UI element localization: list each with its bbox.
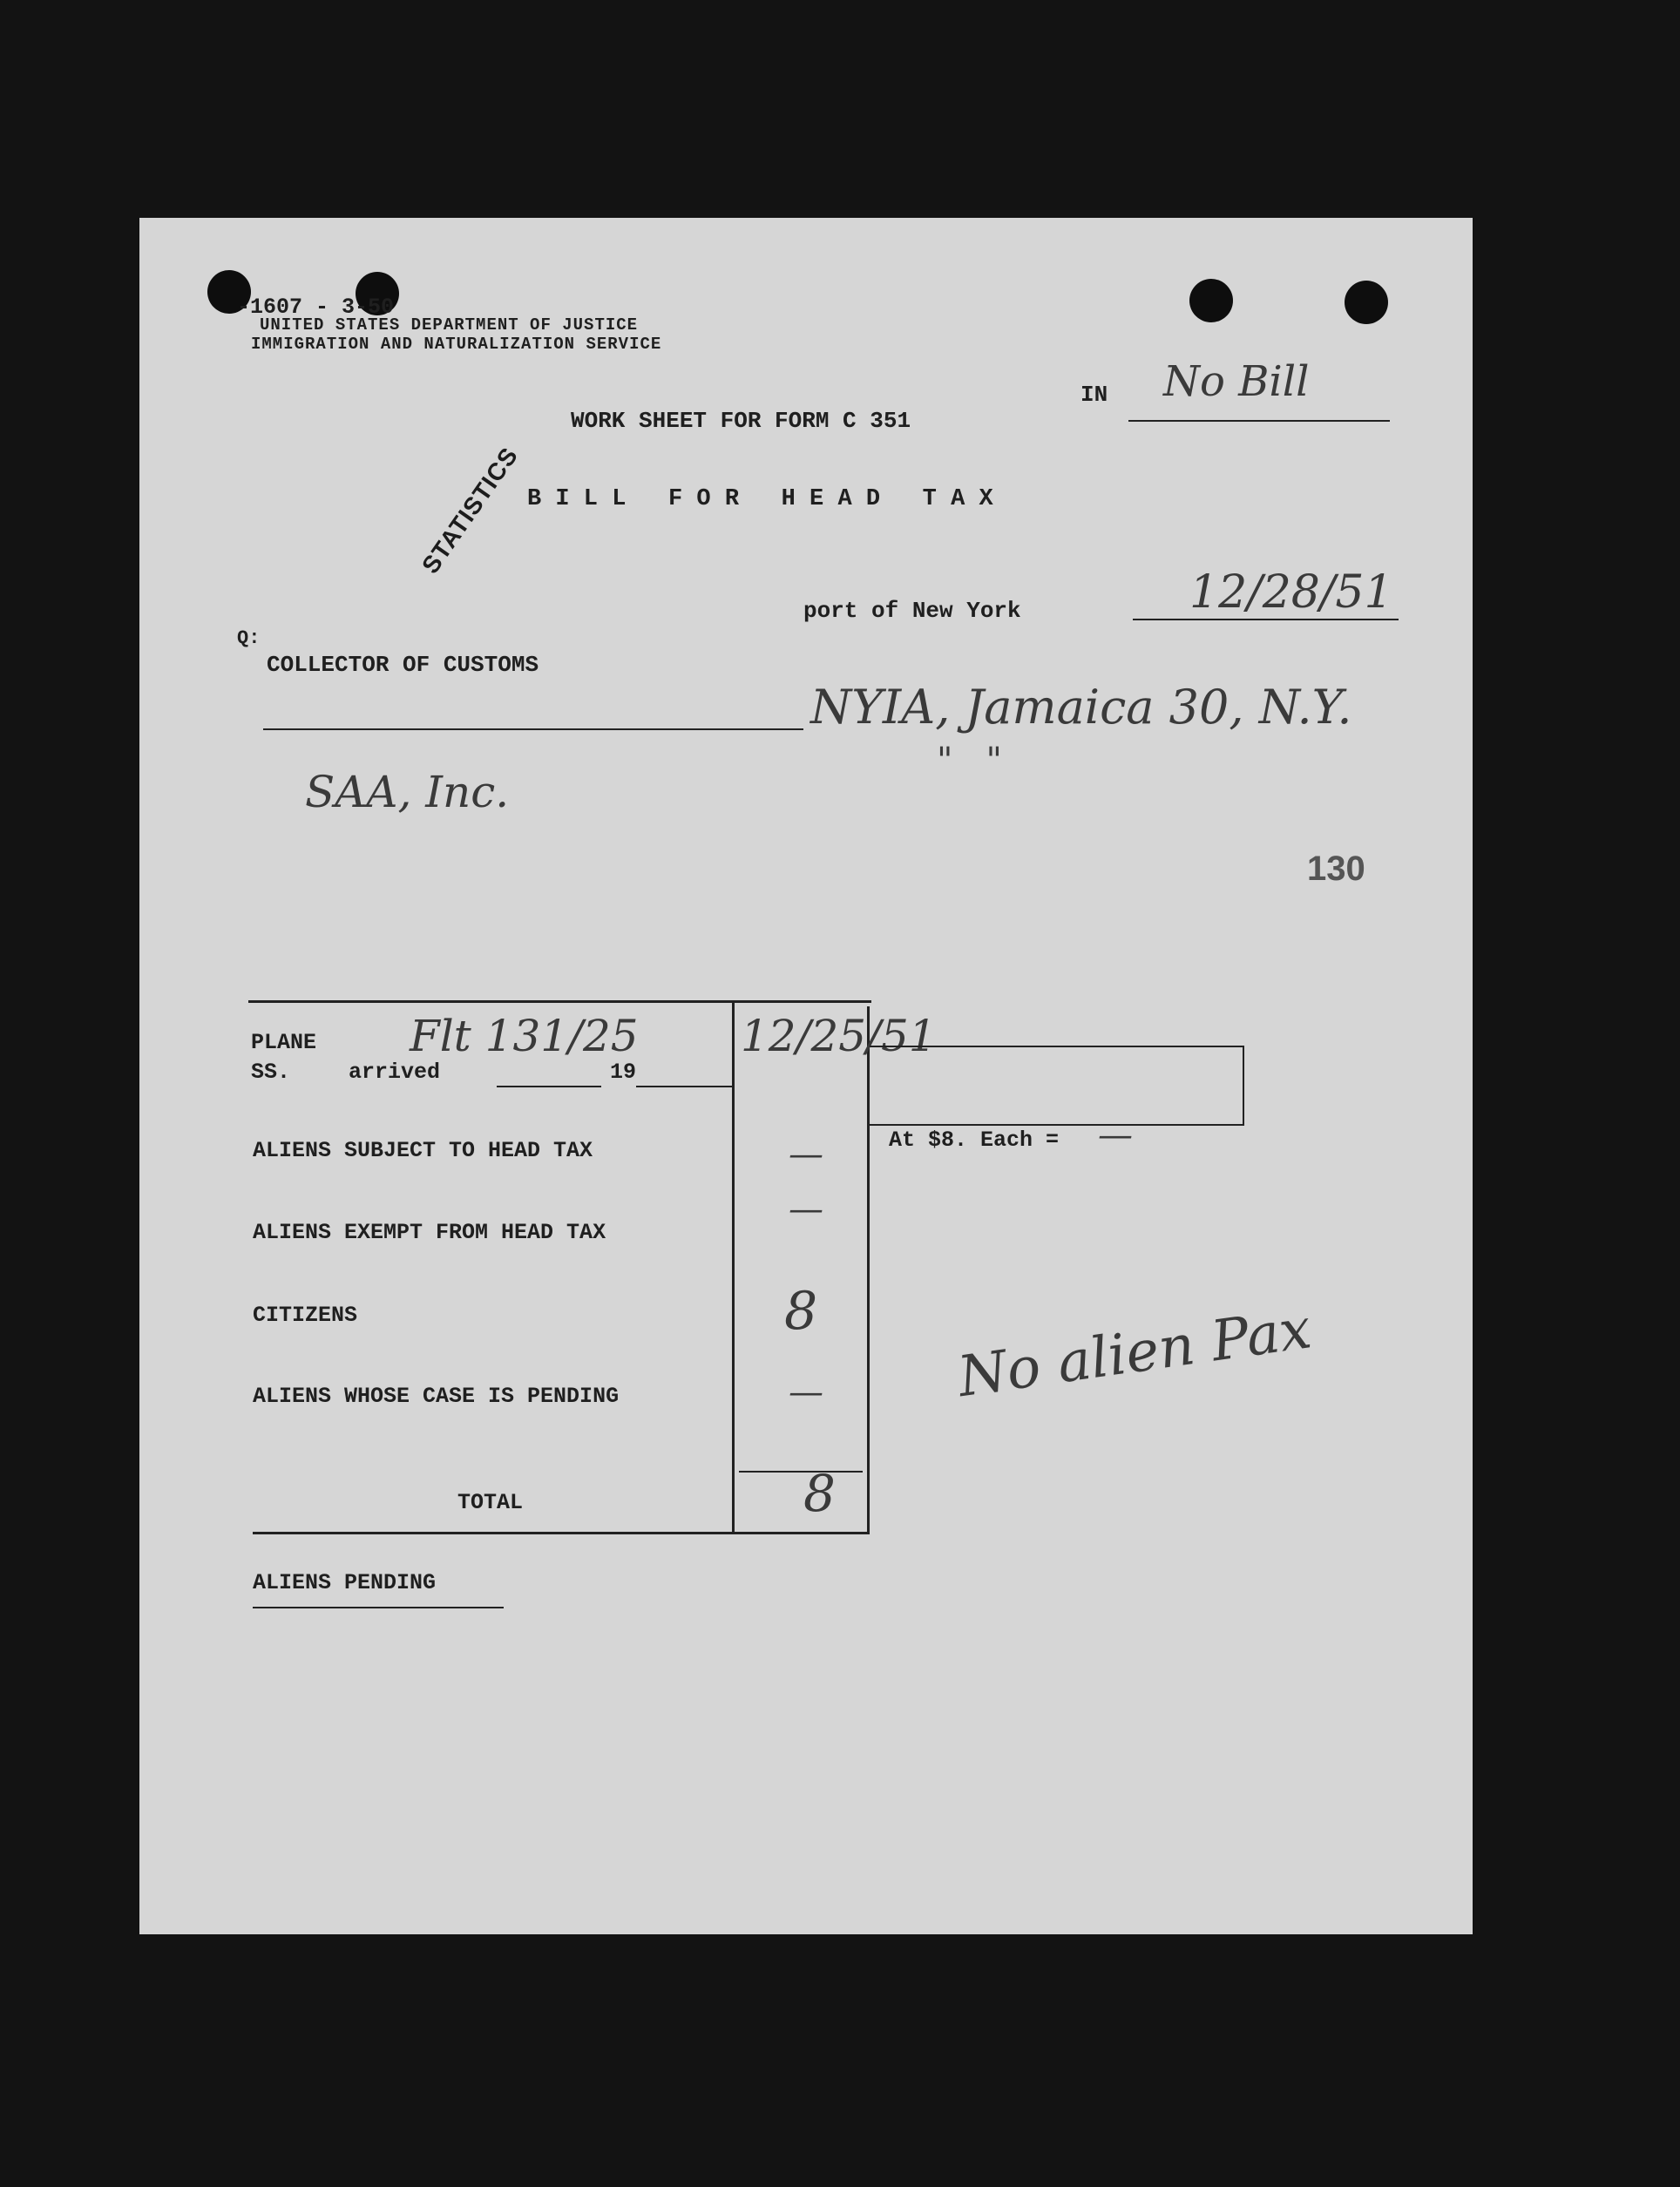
aliens-pending-underline — [253, 1607, 504, 1608]
form-title: WORK SHEET FOR FORM C 351 — [571, 408, 911, 434]
file-number: -1607 - 3-50 — [237, 295, 395, 320]
row-label-citizens: CITIZENS — [253, 1303, 358, 1328]
row-label-pending: ALIENS WHOSE CASE IS PENDING — [253, 1384, 620, 1409]
location-handwritten: NYIA, Jamaica 30, N.Y. — [810, 680, 1352, 735]
ss-label: SS. — [251, 1060, 291, 1085]
port-date: 12/28/51 — [1189, 566, 1393, 619]
rate-box-right — [1243, 1046, 1244, 1124]
note-handwritten: No alien Pax — [954, 1297, 1316, 1411]
page-number: 130 — [1307, 850, 1365, 888]
row-value-pending: — — [789, 1372, 823, 1412]
department-name: UNITED STATES DEPARTMENT OF JUSTICE — [260, 315, 639, 335]
service-name: IMMIGRATION AND NATURALIZATION SERVICE — [251, 335, 662, 354]
rate-box-top — [870, 1046, 1244, 1047]
document-sheet — [139, 218, 1473, 1934]
year-underline — [636, 1086, 732, 1087]
addressee: COLLECTOR OF CUSTOMS — [267, 652, 539, 678]
plane-label: PLANE — [251, 1030, 317, 1055]
aliens-pending-label: ALIENS PENDING — [253, 1570, 437, 1595]
arrived-label: arrived — [349, 1060, 441, 1085]
arrival-date-handwritten: 12/25/51 — [741, 1011, 937, 1061]
carrier-handwritten: SAA, Inc. — [305, 767, 510, 817]
table-top-rule — [248, 1000, 871, 1003]
total-value: 8 — [803, 1464, 836, 1523]
to-label: Q: — [237, 627, 261, 649]
ditto-marks: " " — [937, 741, 1002, 781]
row-label-exempt: ALIENS EXEMPT FROM HEAD TAX — [253, 1220, 606, 1245]
arrived-underline — [497, 1086, 601, 1087]
table-bottom-rule — [253, 1532, 870, 1534]
addressee-underline — [263, 728, 803, 730]
punch-hole-icon — [1189, 279, 1233, 322]
statistics-stamp: STATISTICS — [417, 442, 524, 579]
rate-value: — — [1098, 1115, 1133, 1155]
in-underline — [1128, 420, 1390, 422]
table-divider-left — [732, 1000, 735, 1532]
year-prefix: 19 — [610, 1060, 637, 1085]
total-rule — [739, 1471, 863, 1473]
row-value-exempt: — — [789, 1189, 823, 1229]
flight-handwritten: Flt 131/25 — [410, 1011, 639, 1061]
port-label: port of New York — [803, 598, 1021, 624]
rate-box-bottom — [870, 1124, 1244, 1126]
in-value: No Bill — [1163, 357, 1310, 406]
table-divider-right — [867, 1006, 870, 1532]
in-label: IN — [1080, 382, 1108, 408]
row-value-subject: — — [789, 1134, 823, 1175]
row-label-subject: ALIENS SUBJECT TO HEAD TAX — [253, 1138, 593, 1163]
bill-title: B I L L F O R H E A D T A X — [527, 486, 993, 512]
punch-hole-icon — [1345, 281, 1388, 324]
rate-label: At $8. Each = — [889, 1127, 1060, 1153]
date-underline — [1133, 619, 1399, 620]
row-value-citizens: 8 — [784, 1281, 818, 1342]
total-label: TOTAL — [457, 1490, 524, 1515]
